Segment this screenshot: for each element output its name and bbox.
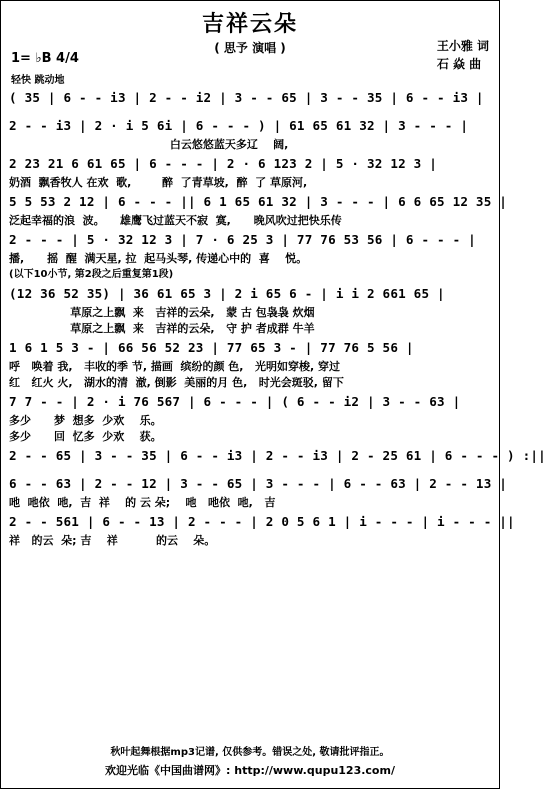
score-system <box>9 87 491 115</box>
score-system <box>9 473 508 511</box>
notation-line: (12 36 52 35) | 36 61 65 3 | 2 i 65 6 - | i i 2 661 65 | <box>9 286 445 301</box>
score-body <box>9 87 546 549</box>
notation-line: 2 - - 561 | 6 - - 13 | 2 - - - | 2 0 5 6 1 | i - - - | i - - - || <box>9 514 515 529</box>
song-title: 吉祥云朵 <box>201 11 298 37</box>
score-instruction: (以下10小节, 第2段之后重复第1段) <box>9 269 174 280</box>
lyric-line: 多少 梦 想多 少欢 乐。 <box>9 414 162 427</box>
notation-line: 7 7 - - | 2 · i 76 567 | 6 - - - | ( 6 - - i2 | 3 - - 63 | <box>9 394 461 409</box>
lyric-line: 呼 唤着 我, 丰收的季 节, 描画 缤纷的颜 色, 光明如穿梭, 穿过 <box>9 360 340 373</box>
score-system <box>9 191 508 229</box>
notation-line: 5 5 53 2 12 | 6 - - - || 6 1 65 61 32 | 3 - - - | 6 6 65 12 35 | <box>9 194 508 209</box>
notation-line: ( 35 | 6 - - i3 | 2 - - i2 | 3 - - 65 | 3 - - 35 | 6 - - i3 | <box>9 90 484 105</box>
score-system <box>9 337 491 391</box>
notation-line: 2 23 21 6 61 65 | 6 - - - | 2 · 6 123 2 | 5 · 32 12 3 | <box>9 156 438 171</box>
lyricist-credit: 王小雅 词 <box>436 39 489 53</box>
score-system <box>9 283 491 337</box>
notation-line: 2 - - 65 | 3 - - 35 | 6 - - i3 | 2 - - i3 | 2 - 25 61 | 6 - - - ) :|| <box>9 448 546 463</box>
footer-disclaimer: 秋叶起舞根据mp3记谱, 仅供参考。错误之处, 敬请批评指正。 <box>110 747 390 758</box>
singer-credit: ( 思予 演唱 ) <box>214 41 286 55</box>
lyric-line: 泛起幸福的浪 波。 雄鹰飞过蓝天不寂 寞, 晚风吹过把快乐传 <box>9 214 342 227</box>
score-system <box>9 511 515 549</box>
lyric-line: 播, 摇 醒 满天星, 拉 起马头琴, 传递心中的 喜 悦。 <box>9 252 308 265</box>
lyric-line: 奶酒 飘香牧人 在欢 歌, 醉 了青草坡, 醉 了 草原河, <box>9 176 308 189</box>
key-signature: 1= ♭B 4/4 <box>11 51 79 66</box>
lyric-line: 祥 的云 朵; 吉 祥 的云 朵。 <box>9 534 216 547</box>
lyric-line: 多少 回 忆多 少欢 获。 <box>9 430 162 443</box>
lyric-line: 吔 吔依 吔, 吉 祥 的 云 朵; 吔 吔依 吔, 吉 <box>9 496 276 509</box>
notation-line: 2 - - i3 | 2 · i 5 6i | 6 - - - ) | 61 65 61 32 | 3 - - - | <box>9 118 469 133</box>
footer-welcome: 欢迎光临《中国曲谱网》: http://www.qupu123.com/ <box>105 764 395 777</box>
score-system <box>9 267 491 283</box>
lyric-line: 红 红火 火, 湖水的清 澈, 倒影 美丽的月 色, 时光会斑驳, 留下 <box>9 376 344 389</box>
lyric-line: 草原之上飘 来 吉祥的云朵, 蒙 古 包袅袅 炊烟 <box>9 306 315 319</box>
notation-line: 1 6 1 5 3 - | 66 56 52 23 | 77 65 3 - | 77 76 5 56 | <box>9 340 414 355</box>
credits <box>437 37 489 73</box>
lyric-line: 草原之上飘 来 吉祥的云朵, 守 护 者成群 牛羊 <box>9 322 315 335</box>
notation-line: 2 - - - | 5 · 32 12 3 | 7 · 6 25 3 | 77 76 53 56 | 6 - - - | <box>9 232 476 247</box>
score-system <box>9 153 491 191</box>
score-system <box>9 229 491 267</box>
lyric-line: 白云悠悠蓝天多辽 阔, <box>9 138 289 151</box>
notation-line: 6 - - 63 | 2 - - 12 | 3 - - 65 | 3 - - - | 6 - - 63 | 2 - - 13 | <box>9 476 508 491</box>
score-system <box>9 391 491 445</box>
tempo-marking: 轻快 跳动地 <box>11 75 65 86</box>
score-system <box>9 115 491 153</box>
composer-credit: 石 焱 曲 <box>436 57 482 71</box>
score-system <box>9 445 546 473</box>
